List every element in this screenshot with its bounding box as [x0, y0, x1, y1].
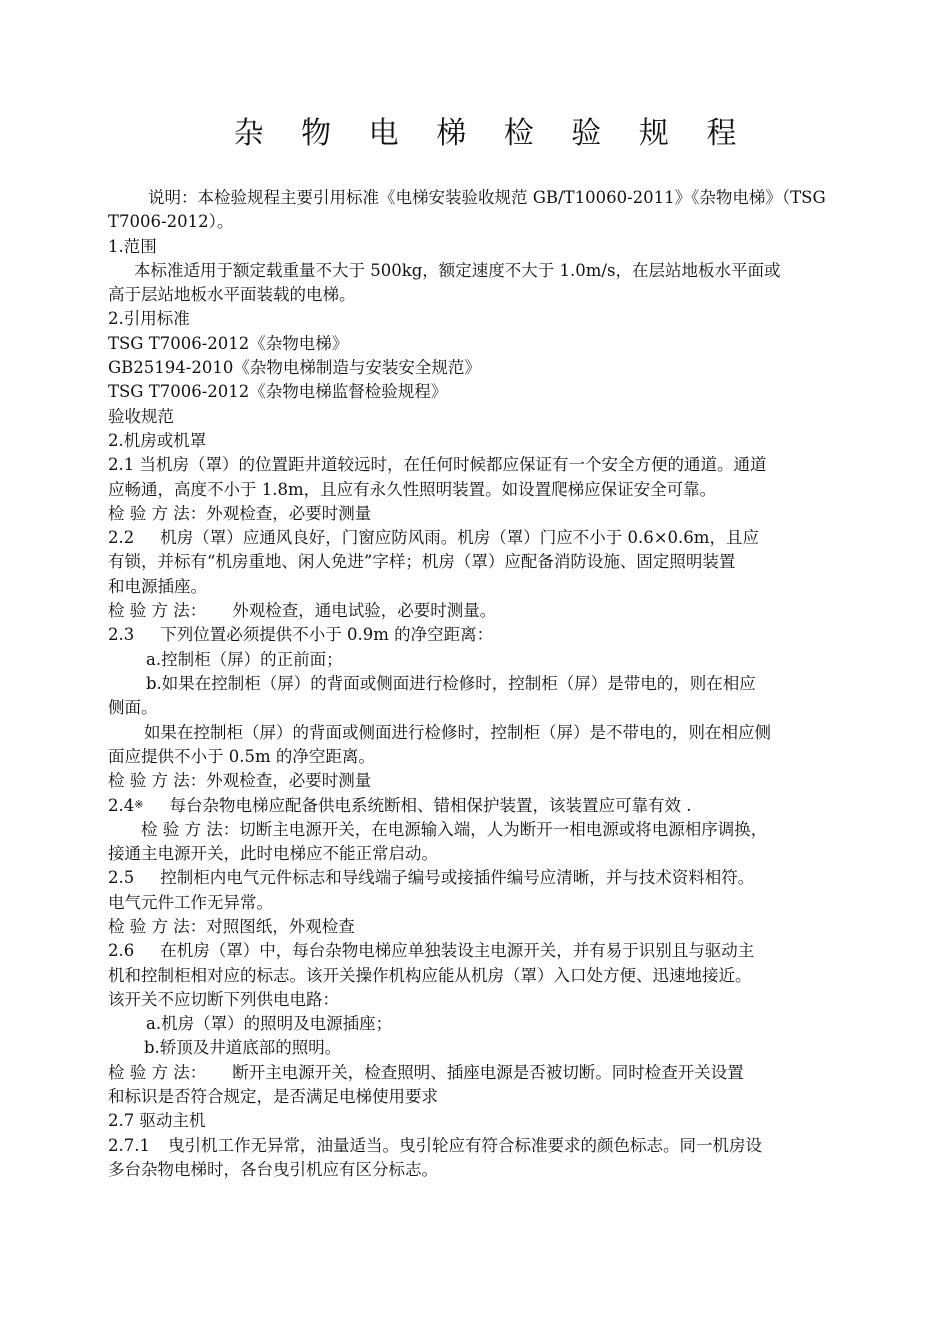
sub-item: b.如果在控制柜（屏）的背面或侧面进行检修时，控制柜（屏）是带电的，则在相应 — [146, 673, 756, 693]
clause-line: 该开关不应切断下列供电电路： — [108, 989, 339, 1009]
clause-number: 2.2 — [108, 528, 135, 548]
paragraph-line: 本标准适用于额定载重量不大于 500kg，额定速度不大于 1.0m/s，在层站地板水平面或 — [134, 260, 781, 280]
document-body — [108, 186, 860, 1182]
clause-line: 2.1 当机房（罩）的位置距井道较远时，在任何时候都应保证有一个安全方便的通道。通道 — [108, 455, 767, 475]
section-heading: 2.引用标准 — [108, 309, 190, 329]
inspection-method: 和标识是否符合规定，是否满足电梯使用要求 — [108, 1086, 438, 1106]
clause-line — [108, 866, 860, 890]
clause-number: 2.6 — [108, 941, 135, 961]
clause-line — [108, 623, 860, 647]
clause-line — [108, 793, 860, 817]
clause-line: 侧面。 — [108, 698, 158, 718]
intro-line: T7006-2012）。 — [108, 212, 234, 232]
sub-item: a.机房（罩）的照明及电源插座； — [146, 1014, 393, 1034]
sub-item: a.控制柜（屏）的正前面； — [146, 649, 343, 669]
clause-line: 多台杂物电梯时，各台曳引机应有区分标志。 — [108, 1159, 438, 1179]
inspection-method: 检 验 方 法：外观检查，必要时测量 — [108, 771, 372, 791]
document-title: 杂 物 电 梯 检 验 规 程 — [233, 116, 751, 151]
clause-number: 2.5 — [108, 868, 135, 888]
clause-line — [108, 1134, 860, 1158]
clause-number: 2.3 — [108, 625, 135, 645]
reference-item: TSG T7006-2012《杂物电梯》 — [108, 333, 349, 353]
clause-line: 如果在控制柜（屏）的背面或侧面进行检修时，控制柜（屏）是不带电的，则在相应侧 — [144, 722, 771, 742]
section-heading: 验收规范 — [108, 406, 174, 426]
method-label: 检 验 方 法： — [108, 1062, 207, 1082]
clause-line: 有锁，并标有“机房重地、闲人免进”字样；机房（罩）应配备消防设施、固定照明装置 — [108, 552, 736, 572]
clause-line — [108, 526, 860, 550]
inspection-method: 接通主电源开关，此时电梯应不能正常启动。 — [108, 844, 438, 864]
inspection-method: 检 验 方 法：对照图纸，外观检查 — [108, 916, 355, 936]
clause-text: 控制柜内电气元件标志和导线端子编号或接插件编号应清晰，并与技术资料相符。 — [160, 868, 755, 888]
clause-text: 机房（罩）应通风良好，门窗应防风雨。机房（罩）门应不小于 0.6×0.6m，且应 — [160, 528, 759, 548]
method-text: 外观检查，通电试验，必要时测量。 — [232, 601, 497, 621]
inspection-method — [108, 599, 860, 623]
method-label: 检 验 方 法： — [108, 601, 207, 621]
paragraph-line: 高于层站地板水平面装载的电梯。 — [108, 285, 356, 305]
sub-item: b.轿顶及井道底部的照明。 — [144, 1038, 342, 1058]
section-heading: 2.机房或机罩 — [108, 430, 207, 450]
clause-line: 机和控制柜相对应的标志。该开关操作机构应能从机房（罩）入口处方便、迅速地接近。 — [108, 965, 752, 985]
intro-line: 说明：本检验规程主要引用标准《电梯安装验收规范 GB/T10060-2011》《杂物电梯》（TSG — [148, 188, 826, 207]
reference-item: TSG T7006-2012《杂物电梯监督检验规程》 — [108, 382, 448, 402]
inspection-method: 检 验 方 法：外观检查，必要时测量 — [108, 503, 372, 523]
clause-line: 电气元件工作无异常。 — [108, 892, 273, 912]
clause-line: 和电源插座。 — [108, 576, 207, 596]
clause-line: 应畅通，高度不小于 1.8m，且应有永久性照明装置。如设置爬梯应保证安全可靠。 — [108, 479, 717, 499]
clause-text: 在机房（罩）中，每台杂物电梯应单独装设主电源开关，并有易于识别且与驱动主 — [160, 941, 755, 961]
clause-text: 曳引机工作无异常，油量适当。曳引轮应有符合标准要求的颜色标志。同一机房设 — [167, 1135, 762, 1155]
method-text: 断开主电源开关，检查照明、插座电源是否被切断。同时检查开关设置 — [232, 1062, 744, 1082]
clause-text: 每台杂物电梯应配备供电系统断相、错相保护装置，该装置应可靠有效 . — [169, 796, 692, 816]
clause-number: 2.4 — [108, 796, 135, 816]
reference-item: GB25194-2010《杂物电梯制造与安装安全规范》 — [108, 358, 481, 378]
section-heading: 2.7 驱动主机 — [108, 1111, 206, 1131]
clause-text: 下列位置必须提供不小于 0.9m 的净空距离： — [160, 625, 494, 645]
clause-line: 面应提供不小于 0.5m 的净空距离。 — [108, 746, 375, 766]
inspection-method — [108, 1061, 860, 1085]
inspection-method: 检 验 方 法：切断主电源开关，在电源输入端，人为断开一相电源或将电源相序调换， — [141, 819, 768, 839]
clause-line — [108, 939, 860, 963]
section-heading: 1.范围 — [108, 236, 157, 256]
clause-number: 2.7.1 — [108, 1135, 150, 1155]
reference-mark: ※ — [134, 798, 144, 812]
